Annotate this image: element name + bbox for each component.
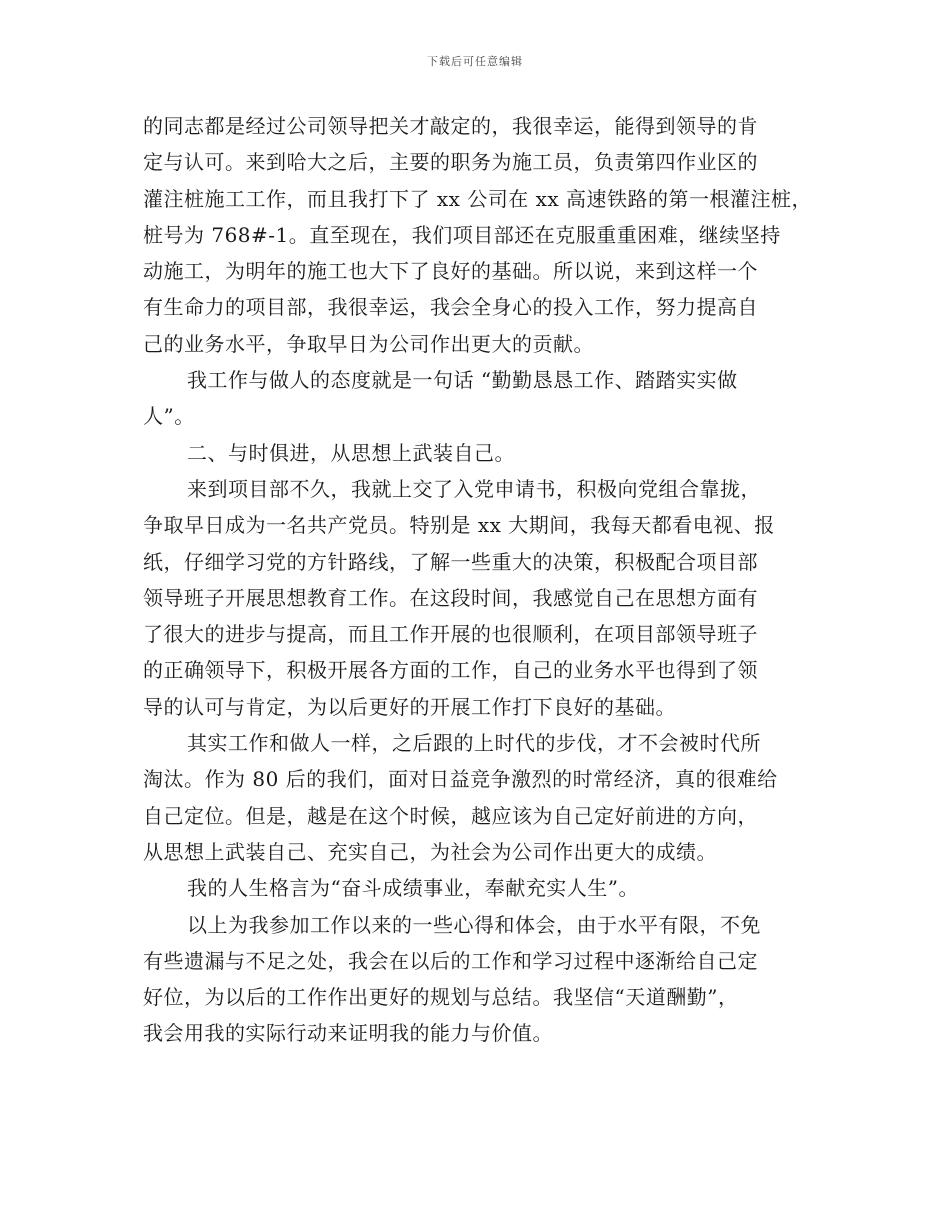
paragraph-start-line: 我的人生格言为“奋斗成绩事业，奉献充实人生”。 <box>187 876 639 901</box>
text-line: 领导班子开展思想教育工作。在这段时间，我感觉自己在思想方面有 <box>143 585 758 610</box>
document-body <box>143 108 843 1052</box>
page-header: 下载后可任意编辑 <box>427 55 523 68</box>
paragraph-start-line: 以上为我参加工作以来的一些心得和体会，由于水平有限，不免 <box>187 912 761 937</box>
text-line: 纸，仔细学习党的方针路线，了解一些重大的决策，积极配合项目部 <box>143 549 758 574</box>
text-line: 导的认可与肯定，为以后更好的开展工作打下良好的基础。 <box>143 694 676 719</box>
text-line: 了很大的进步与提高，而且工作开展的也很顺利，在项目部领导班子 <box>143 622 758 647</box>
paragraph-start-line: 来到项目部不久，我就上交了入党申请书，积极向党组合靠拢， <box>187 476 761 501</box>
text-line: 桩号为 768#-1。直至现在，我们项目部还在克服重重困难，继续坚持 <box>143 222 781 247</box>
text-line: 有生命力的项目部，我很幸运，我会全身心的投入工作，努力提高自 <box>143 295 758 320</box>
text-line: 的同志都是经过公司领导把关才敲定的，我很幸运，能得到领导的肯 <box>143 114 758 138</box>
text-line: 从思想上武装自己、充实自己，为社会为公司作出更大的成绩。 <box>143 839 717 864</box>
text-line: 己的业务水平，争取早日为公司作出更大的贡献。 <box>143 331 594 356</box>
paragraph-start-line: 我工作与做人的态度就是一句话 “勤勤恳恳工作、踏踏实实做 <box>187 368 738 393</box>
paragraph-start-line: 其实工作和做人一样，之后跟的上时代的步伐，才不会被时代所 <box>187 731 761 756</box>
text-line: 定与认可。来到哈大之后，主要的职务为施工员，负责第四作业区的 <box>143 150 758 175</box>
text-line: 好位，为以后的工作作出更好的规划与总结。我坚信“天道酬勤”， <box>143 985 739 1010</box>
section-heading: 二、与时俱进，从思想上武装自己。 <box>187 440 515 465</box>
text-line: 有些遗漏与不足之处，我会在以后的工作和学习过程中逐渐给自己定 <box>143 948 758 973</box>
text-line: 自己定位。但是，越是在这个时候，越应该为自己定好前进的方向， <box>143 803 758 828</box>
text-line: 动施工，为明年的施工也大下了良好的基础。所以说，来到这样一个 <box>143 259 758 284</box>
text-line: 灌注桩施工工作，而且我打下了 xx 公司在 xx 高速铁路的第一根灌注桩， <box>143 186 813 211</box>
text-line: 我会用我的实际行动来证明我的能力与价值。 <box>143 1021 553 1046</box>
text-line: 淘汰。作为 80 后的我们，面对日益竞争激烈的时常经济，真的很难给 <box>143 767 778 792</box>
text-line: 的正确领导下，积极开展各方面的工作，自己的业务水平也得到了领 <box>143 658 758 683</box>
text-line: 争取早日成为一名共产党员。特别是 xx 大期间，我每天都看电视、报 <box>143 513 775 538</box>
text-line: 人”。 <box>143 404 195 429</box>
